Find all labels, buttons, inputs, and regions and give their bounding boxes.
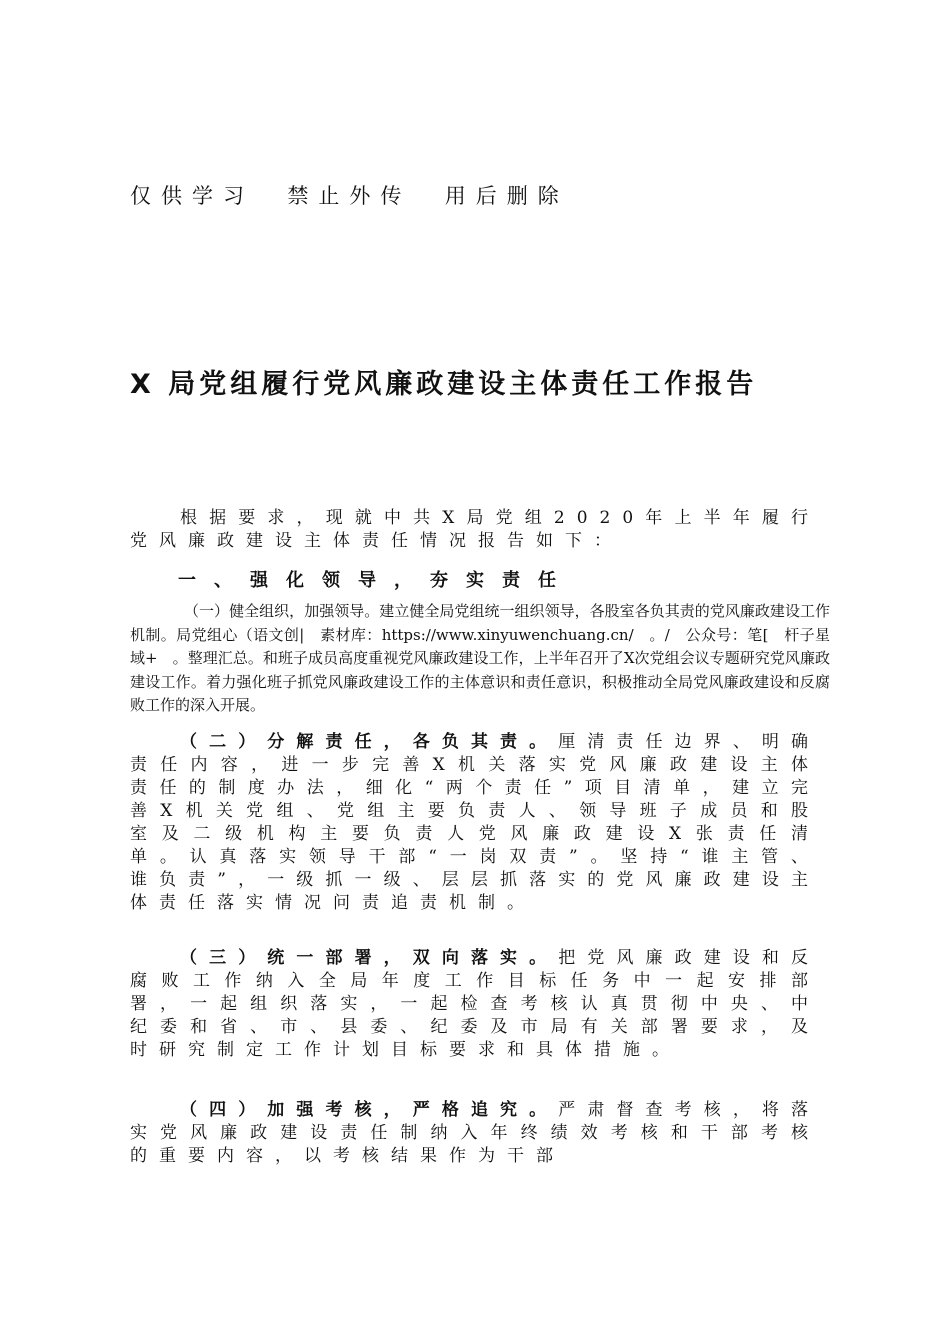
paragraph-2-lead: （二）分解责任，各负其责。 bbox=[180, 732, 559, 752]
paragraph-4 bbox=[130, 1099, 820, 1168]
paragraph-1: （一）健全组织，加强领导。建立健全局党组统一组织领导，各股室各负其责的党风廉政建设工作机制。局党组心（语文创| 素材库：https://www.xinyuwenchuang.cn/ 。/ 公众号：笔[ 杆子星域+ 。整理汇总。和班子成员高度重视党风廉政建设工作，上半年召开了X次党组会议专题研究党风廉政建设工作。着力强化班子抓党风廉政建设工作的主体意识和责任意识，积极推动全局党风廉政建设和反腐败工作的深入开展。 bbox=[130, 602, 830, 714]
paragraph-3-lead: （三）统一部署，双向落实。 bbox=[180, 948, 559, 968]
paragraph-4-lead: （四）加强考核，严格追究。 bbox=[180, 1100, 559, 1120]
paragraph-3-text: 把党风廉政建设和反腐败工作纳入全局年度工作目标任务中一起安排部署，一起组织落实，一起检查考核认真贯彻中央、中纪委和省、市、县委、纪委及市局有关部署要求，及时研究制定工作计划目标要求和具体措施。 bbox=[130, 948, 821, 1060]
section-heading-1: 一、强化领导，夯实责任 bbox=[178, 570, 574, 591]
distribution-notice: 仅供学习 禁止外传 用后删除 bbox=[130, 184, 569, 208]
paragraph-2-text: 厘清责任边界、明确责任内容，进一步完善X机关落实党风廉政建设主体责任的制度办法，细化“两个责任”项目清单，建立完善X机关党组、党组主要负责人、领导班子成员和股室及二级机构主要负责人党风廉政建设X张责任清单。认真落实领导干部“一岗双责”。坚持“谁主管、谁负责”，一级抓一级、层层抓落实的党风廉政建设主体责任落实情况问责追责机制。 bbox=[130, 732, 821, 913]
paragraph-3 bbox=[130, 947, 820, 1062]
document-title: X 局党组履行党风廉政建设主体责任工作报告 bbox=[130, 369, 758, 400]
paragraph-2 bbox=[130, 731, 820, 915]
intro-paragraph: 根据要求，现就中共X局党组2020年上半年履行党风廉政建设主体责任情况报告如下： bbox=[130, 508, 820, 551]
paragraph-4-text: 严肃督查考核，将落实党风廉政建设责任制纳入年终绩效考核和干部考核的重要内容，以考核结果作为干部 bbox=[130, 1100, 821, 1166]
